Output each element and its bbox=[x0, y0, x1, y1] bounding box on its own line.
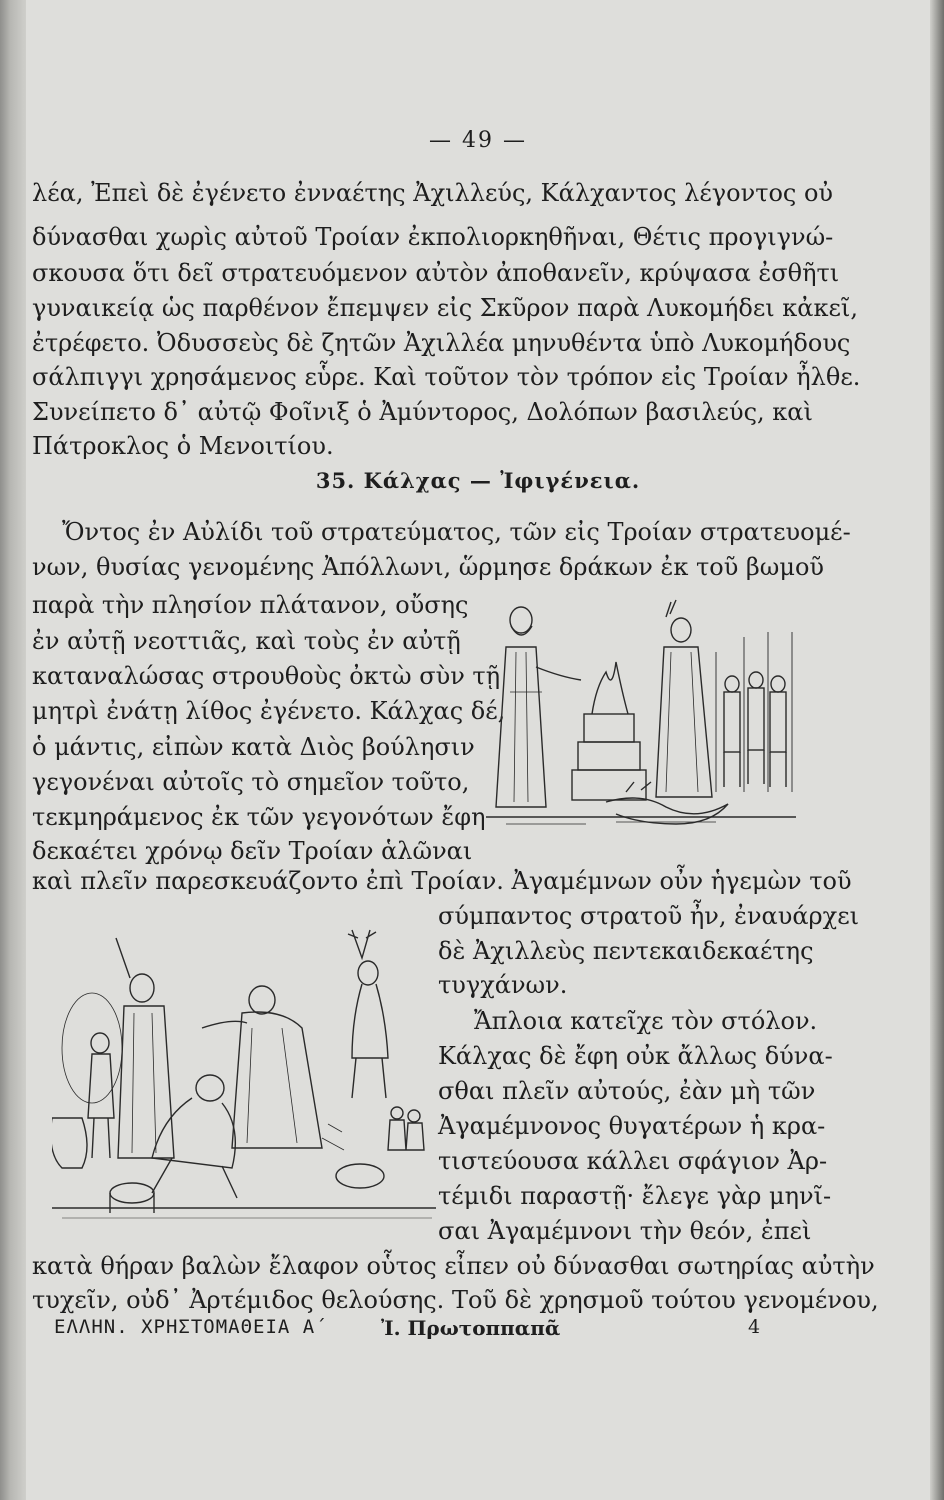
footer-author: Ἰ. Πρωτοππαπᾶ bbox=[381, 1316, 561, 1340]
text-line: σύμπαντος στρατοῦ ἦν, ἐναυάρχει bbox=[438, 902, 860, 930]
text-line: ὁ μάντις, εἰπὼν κατὰ Διὸς βούλησιν bbox=[32, 733, 475, 761]
text-line: τυγχάνων. bbox=[438, 971, 568, 999]
text-line: ἐν αὐτῇ νεοττιᾶς, καὶ τοὺς ἐν αὐτῇ bbox=[32, 627, 461, 655]
page-number: — 49 — bbox=[429, 128, 527, 153]
text-line: δὲ Ἀχιλλεὺς πεντεκαιδεκαέτης bbox=[438, 937, 814, 965]
text-line: Πάτροκλος ὁ Μενοιτίου. bbox=[32, 432, 334, 460]
text-line: τιστεύουσα κάλλει σφάγιον Ἀρ- bbox=[438, 1147, 828, 1175]
text-line: μητρὶ ἐνάτῃ λίθος ἐγένετο. Κάλχας δέ, bbox=[32, 697, 506, 725]
text-line: Συνείπετο δ᾽ αὐτῷ Φοῖνιξ ὁ Ἀμύντορος, Δολόπων βασιλεύς, καὶ bbox=[32, 398, 813, 426]
text-line: Ἄπλοια κατεῖχε τὸν στόλον. bbox=[474, 1007, 818, 1035]
scan-shadow-right bbox=[930, 0, 944, 1500]
text-line: τεκμηράμενος ἐκ τῶν γεγονότων ἔφη bbox=[32, 803, 486, 831]
footer-book-title: ΕΛΛΗΝ. ΧΡΗΣΤΟΜΑΘΕΙΑ Α΄ bbox=[54, 1316, 328, 1338]
text-line: γυναικείᾳ ὡς παρθένον ἔπεμψεν εἰς Σκῦρον παρὰ Λυκομήδει κἀκεῖ, bbox=[32, 294, 858, 322]
text-line: παρὰ τὴν πλησίον πλάτανον, οὔσης bbox=[32, 591, 469, 619]
text-line: καταναλώσας στρουθοὺς ὀκτὼ σὺν τῇ bbox=[32, 662, 501, 690]
text-line: δύνασθαι χωρὶς αὐτοῦ Τροίαν ἐκπολιορκηθῆναι, Θέτις προγιγνώ- bbox=[32, 223, 834, 251]
footer-signature-mark: 4 bbox=[748, 1316, 761, 1338]
text-line: σάλπιγγι χρησάμενος εὗρε. Καὶ τοῦτον τὸν τρόπον εἰς Τροίαν ἦλθε. bbox=[32, 363, 861, 391]
text-line: σαι Ἀγαμέμνονι τὴν θεόν, ἐπεὶ bbox=[438, 1217, 812, 1245]
iphigenia-deer-illustration bbox=[52, 918, 436, 1240]
scan-shadow-left bbox=[0, 0, 26, 1500]
text-line: Ἀγαμέμνονος θυγατέρων ἡ κρα- bbox=[438, 1112, 826, 1140]
text-line: σθαι πλεῖν αὐτούς, ἐὰν μὴ τῶν bbox=[438, 1077, 816, 1105]
text-line: γεγονέναι αὐτοῖς τὸ σημεῖον τοῦτο, bbox=[32, 768, 470, 796]
text-line: τυχεῖν, οὐδ᾽ Ἀρτέμιδος θελούσης. Τοῦ δὲ χρησμοῦ τούτου γενομένου, bbox=[32, 1286, 879, 1314]
text-line: Κάλχας δὲ ἔφη οὐκ ἄλλως δύνα- bbox=[438, 1042, 833, 1070]
text-line: δεκαέτει χρόνῳ δεῖν Τροίαν ἁλῶναι bbox=[32, 837, 473, 865]
text-line: ἐτρέφετο. Ὀδυσσεὺς δὲ ζητῶν Ἀχιλλέα μηνυθέντα ὑπὸ Λυκομήδους bbox=[32, 329, 851, 357]
text-line: νων, θυσίας γενομένης Ἀπόλλωνι, ὥρμησε δράκων ἐκ τοῦ βωμοῦ bbox=[32, 553, 824, 581]
text-line: τέμιδι παραστῇ· ἔλεγε γὰρ μηνῖ- bbox=[438, 1182, 832, 1210]
text-line: καὶ πλεῖν παρεσκευάζοντο ἐπὶ Τροίαν. Ἀγαμέμνων οὖν ἡγεμὼν τοῦ bbox=[32, 867, 852, 895]
text-line: κατὰ θήραν βαλὼν ἔλαφον οὗτος εἶπεν οὐ δύνασθαι σωτηρίας αὐτὴν bbox=[32, 1252, 875, 1280]
sacrifice-scene-illustration bbox=[466, 592, 806, 842]
text-line: λέα, Ἐπεὶ δὲ ἐγένετο ἐνναέτης Ἀχιλλεύς, Κάλχαντος λέγοντος οὐ bbox=[32, 179, 834, 207]
book-page bbox=[26, 0, 930, 1500]
text-line: Ὄντος ἐν Αὐλίδι τοῦ στρατεύματος, τῶν εἰς Τροίαν στρατευομέ- bbox=[62, 518, 851, 546]
section-heading: 35. Κάλχας — Ἰφιγένεια. bbox=[315, 468, 641, 493]
text-line: σκουσα ὅτι δεῖ στρατευόμενον αὐτὸν ἀποθανεῖν, κρύψασα ἐσθῆτι bbox=[32, 259, 840, 287]
